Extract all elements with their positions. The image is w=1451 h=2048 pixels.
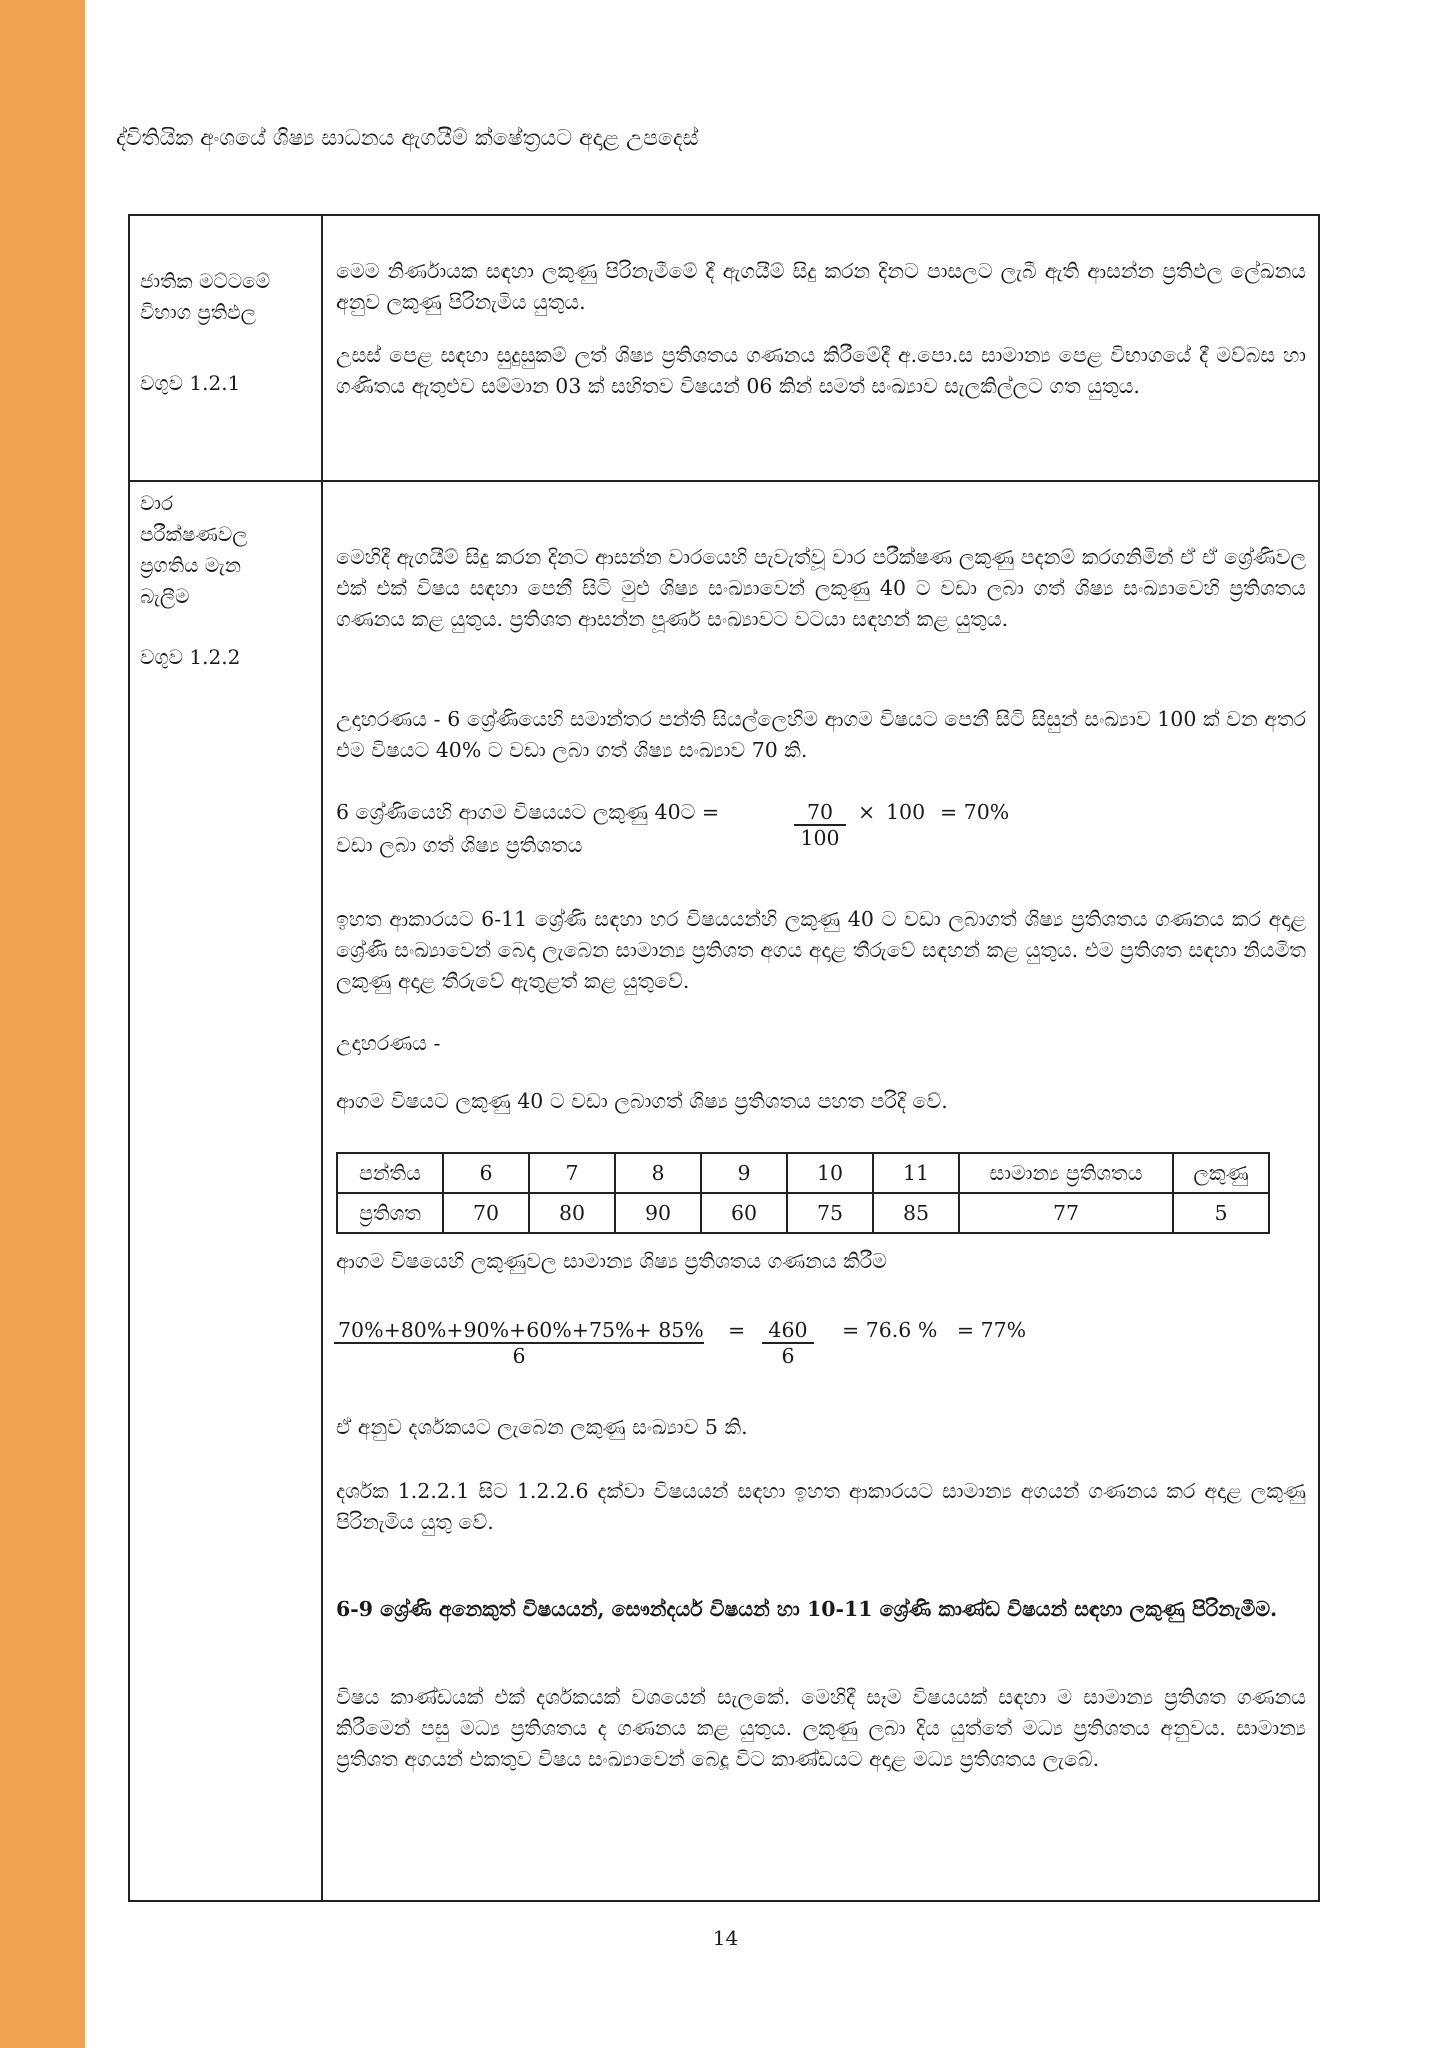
table-cell: 77 — [959, 1193, 1173, 1233]
row1-code: වගුව 1.2.1 — [140, 371, 241, 395]
avg-caption: ආගම විෂයෙහි ලකුණුවල සාමාන්‍ය ශිෂ්‍ය ප්‍රතිශතය ගණනය කිරීම — [336, 1249, 887, 1273]
table-cell: ලකුණු — [1173, 1153, 1269, 1193]
row2-para3: විෂය කාණ්ඩයක් එක් දර්ශකයක් වශයෙන් සැලකේ. මෙහිදී සෑම විෂයයක් සඳහා ම සාමාන්‍ය ප්‍රතිශත ගණනය කිරීමෙන් පසු මධ්‍ය ප්‍රතිශතය ද ගණනය කළ යුතුය. ලකුණු ලබා දිය යුත්තේ මධ්‍ය ප්‍රතිශතය අනුවය. සාමාන්‍ය ප්‍රතිශත අගයන් එකතුව විෂය සංඛ්‍යාවෙන් බෙදූ විට කාණ්ඩයට අදාළ මධ්‍ය ප්‍රතිශතය ලැබේ. — [336, 1685, 1306, 1771]
table-cell: 7 — [529, 1153, 615, 1193]
avg-denominator-2: 6 — [781, 1344, 795, 1368]
table-cell: පන්තිය — [337, 1153, 443, 1193]
avg-equals: = — [728, 1318, 746, 1342]
row1-content — [336, 256, 1306, 402]
table-cell: 60 — [701, 1193, 787, 1233]
row2-para1: මෙහිදී ඇගයීම් සිදු කරන දිනට ආසන්න වාරයෙහි පැවැත්වූ වාර පරීක්ෂණ ලකුණු පදනම් කරගනිමින් ඒ ඒ ශ්‍රේණිවල එක් එක් විෂය සඳහා පෙනී සිටි මුළු ශිෂ්‍ය සංඛ්‍යාවෙන් ලකුණු 40 ට වඩා ලබා ගත් ශිෂ්‍ය සංඛ්‍යාවෙහි ප්‍රතිශතය ගණනය කළ යුතුය. ප්‍රතිශත ආසන්න පූර්ණ සංඛ්‍යාවට වටයා සඳහන් කළ යුතුය. — [336, 545, 1306, 631]
row-divider — [130, 480, 1318, 482]
percentage-table — [336, 1152, 1270, 1234]
bold-heading: 6-9 ශ්‍රේණි අනෙකුත් විෂයයන්, සෞන්දර්ය විෂයන් හා 10-11 ශ්‍රේණි කාණ්ඩ විෂයන් සඳහා ලකුණු පිරිනැමීම. — [336, 1597, 1278, 1621]
table-cell: 6 — [443, 1153, 529, 1193]
criteria-table — [128, 214, 1320, 1902]
calc-hundred: 100 — [886, 800, 926, 824]
table-cell: 80 — [529, 1193, 615, 1233]
row2-para2: ඉහත ආකාරයට 6-11 ශ්‍රේණි සඳහා හර විෂයයන්හි ලකුණු 40 ට වඩා ලබාගත් ශිෂ්‍ය ප්‍රතිශතය ගණනය කර අදාළ ශ්‍රේණි සංඛ්‍යාවෙන් බෙදා ලැබෙන සාමාන්‍ය ප්‍රතිශත අගය අදාළ තීරුවේ සඳහන් කළ යුතුය. එම ප්‍රතිශත සඳහා නියමිත ලකුණු අදාළ තීරුවේ ඇතුළත් කළ යුතුවේ. — [336, 907, 1306, 993]
table-cell: 90 — [615, 1193, 701, 1233]
row2-example2: උදාහරණය - — [336, 1031, 441, 1055]
table-header-row — [337, 1153, 1269, 1193]
avg-fraction-2 — [762, 1318, 814, 1368]
avg-denominator: 6 — [512, 1344, 526, 1368]
orange-side-bar — [0, 0, 85, 2048]
avg-numerator-2: 460 — [762, 1318, 814, 1344]
calc-denominator: 100 — [800, 826, 840, 850]
table-cell: 8 — [615, 1153, 701, 1193]
row2-code: වගුව 1.2.2 — [140, 645, 241, 669]
page-number: 14 — [712, 1926, 739, 1950]
table-cell: 5 — [1173, 1193, 1269, 1233]
table-cell: 70 — [443, 1193, 529, 1233]
avg-fraction — [334, 1318, 704, 1368]
table-cell: 9 — [701, 1153, 787, 1193]
column-divider — [321, 216, 323, 1900]
calc-fraction — [794, 800, 846, 850]
table-row — [337, 1193, 1269, 1233]
calc-numerator: 70 — [794, 800, 846, 826]
table-cell: 10 — [787, 1153, 873, 1193]
score-line: ඒ අනුව දර්ශකයට ලැබෙන ලකුණු සංඛ්‍යාව 5 කි. — [336, 1415, 748, 1439]
page-header: ද්විතියික අංශයේ ශිෂ්‍ය සාධනය ඇගයීම් ක්ෂේත්‍රයට අදාළ උපදෙස් — [116, 126, 699, 151]
row1-para2: උසස් පෙළ සඳහා සුදුසුකම් ලත් ශිෂ්‍ය ප්‍රතිශතය ගණනය කිරීමේදී අ.පො.ස සාමාන්‍ය පෙළ විභාගයේ දී මව්බස හා ගණිතය ඇතුළුව සම්මාන 03 ක් සහිතව විෂයන් 06 කින් සමත් සංඛ්‍යාව සැලකිල්ලට ගත යුතුය. — [336, 343, 1306, 398]
indicator-line: දර්ශක 1.2.2.1 සිට 1.2.2.6 දක්වා විෂයයන් සඳහා ඉහත ආකාරයට සාමාන්‍ය අගයන් ගණනය කර අදාළ ලකුණු පිරිනැමිය යුතු වේ. — [336, 1479, 1306, 1534]
table-cell: ප්‍රතිශත — [337, 1193, 443, 1233]
row2-label: වාර පරීක්ෂණවල ප්‍රගතිය මැන බැලීම — [140, 491, 248, 608]
calc-line1: 6 ශ්‍රේණියෙහි ආගම විෂයයට ලකුණු 40ට = — [336, 800, 720, 824]
row2-example1: උදාහරණය - 6 ශ්‍රේණියෙහි සමාන්තර පන්ති සියල්ලෙහිම ආගම විෂයට පෙනී සිටි සිසුන් සංඛ්‍යාව 100 ක් වන අතර එම විෂයට 40% ට වඩා ලබා ගත් ශිෂ්‍ය සංඛ්‍යාව 70 කි. — [336, 707, 1306, 762]
table-cell: 75 — [787, 1193, 873, 1233]
table-intro: ආගම විෂයට ලකුණු 40 ට වඩා ලබාගත් ශිෂ්‍ය ප්‍රතිශතය පහත පරිදි වේ. — [336, 1089, 948, 1113]
table-cell: 11 — [873, 1153, 959, 1193]
row1-para1: මෙම නිර්ණායක සඳහා ලකුණු පිරිනැමීමේ දී ඇගයීම් සිදු කරන දිනට පාසලට ලැබී ඇති ආසන්න ප්‍රතිඵල ලේඛනය අනුව ලකුණු පිරිනැමිය යුතුය. — [336, 259, 1306, 314]
row1-label: ජාතික මට්ටමේ විභාග ප්‍රතිඵල — [140, 269, 271, 324]
calc-result: = 70% — [940, 800, 1010, 824]
calc-line2: වඩා ලබා ගත් ශිෂ්‍ය ප්‍රතිශතය — [336, 833, 583, 857]
table-cell: 85 — [873, 1193, 959, 1233]
avg-numerator: 70%+80%+90%+60%+75%+ 85% — [334, 1318, 704, 1344]
table-cell: සාමාන්‍ය ප්‍රතිශතය — [959, 1153, 1173, 1193]
calc-times: × — [858, 800, 876, 824]
avg-result: = 76.6 % = 77% — [842, 1318, 1027, 1342]
